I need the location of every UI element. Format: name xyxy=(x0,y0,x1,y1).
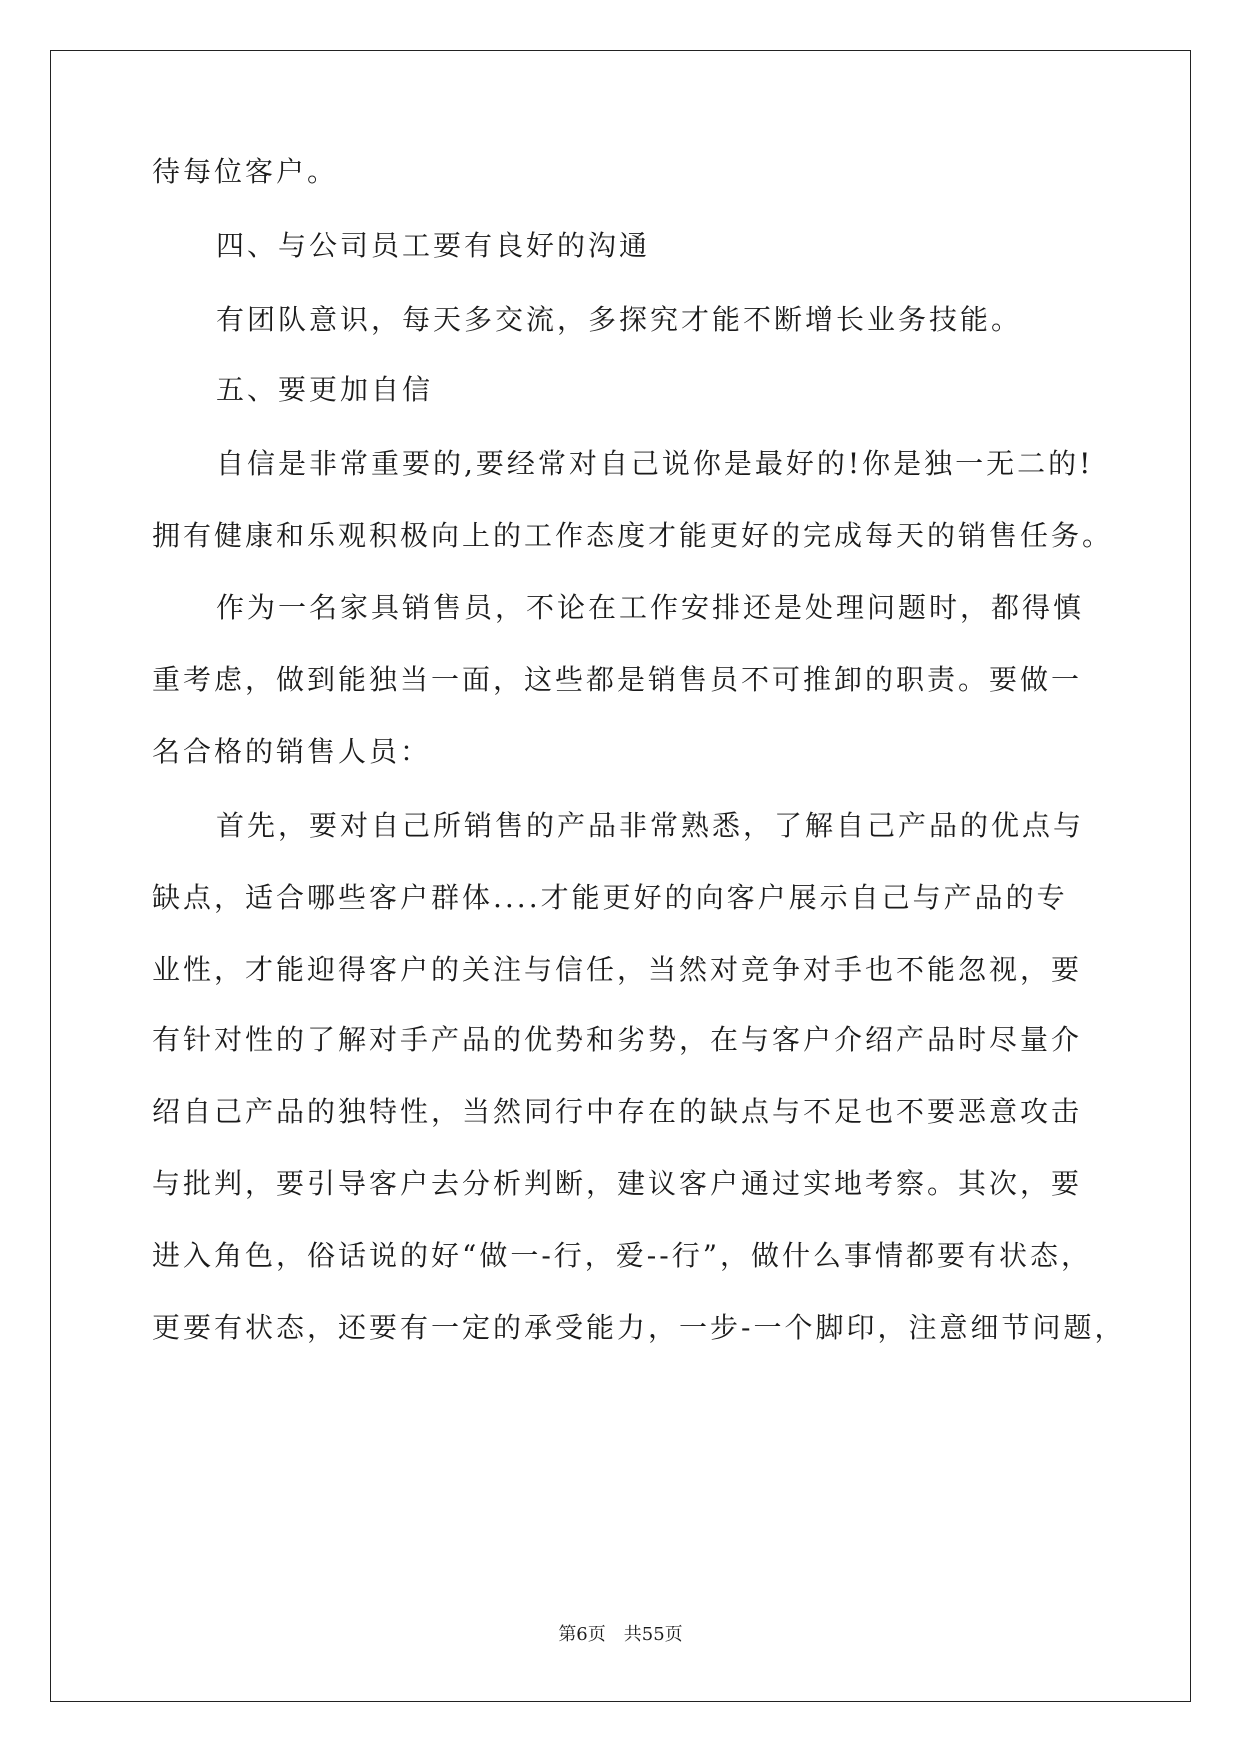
text-line: 缺点，适合哪些客户群体....才能更好的向客户展示自己与产品的专 xyxy=(152,881,1068,914)
text-line: 有针对性的了解对手产品的优势和劣势，在与客户介绍产品时尽量介 xyxy=(152,1023,1083,1056)
section-heading: 四、与公司员工要有良好的沟通 xyxy=(216,229,651,262)
text-line: 进入角色，俗话说的好“做一-行，爱--行”，做什么事情都要有状态， xyxy=(152,1239,1093,1272)
text-line: 首先，要对自己所销售的产品非常熟悉，了解自己产品的优点与 xyxy=(216,809,1085,842)
text-line: 与批判，要引导客户去分析判断，建议客户通过实地考察。其次，要 xyxy=(152,1167,1083,1200)
text-line: 有团队意识，每天多交流，多探究才能不断增长业务技能。 xyxy=(216,303,1023,336)
text-line: 拥有健康和乐观积极向上的工作态度才能更好的完成每天的销售任务。 xyxy=(152,519,1114,552)
text-line: 重考虑，做到能独当一面，这些都是销售员不可推卸的职责。要做一 xyxy=(152,663,1083,696)
page-number: 第6页 xyxy=(558,1624,606,1645)
page-border xyxy=(50,50,1191,1702)
text-line: 业性，才能迎得客户的关注与信任，当然对竞争对手也不能忽视，要 xyxy=(152,953,1083,986)
section-heading: 五、要更加自信 xyxy=(216,373,434,406)
total-pages: 共55页 xyxy=(623,1624,683,1645)
text-line: 名合格的销售人员： xyxy=(152,735,432,768)
page-footer xyxy=(0,1620,1241,1646)
text-line: 绍自己产品的独特性，当然同行中存在的缺点与不足也不要恶意攻击 xyxy=(152,1095,1083,1128)
text-line: 自信是非常重要的,要经常对自己说你是最好的!你是独一无二的! xyxy=(216,447,1094,480)
text-line: 更要有状态，还要有一定的承受能力，一步-一个脚印，注意细节问题， xyxy=(152,1311,1126,1344)
text-line: 待每位客户。 xyxy=(152,155,339,188)
text-line: 作为一名家具销售员，不论在工作安排还是处理问题时，都得慎 xyxy=(216,591,1085,624)
